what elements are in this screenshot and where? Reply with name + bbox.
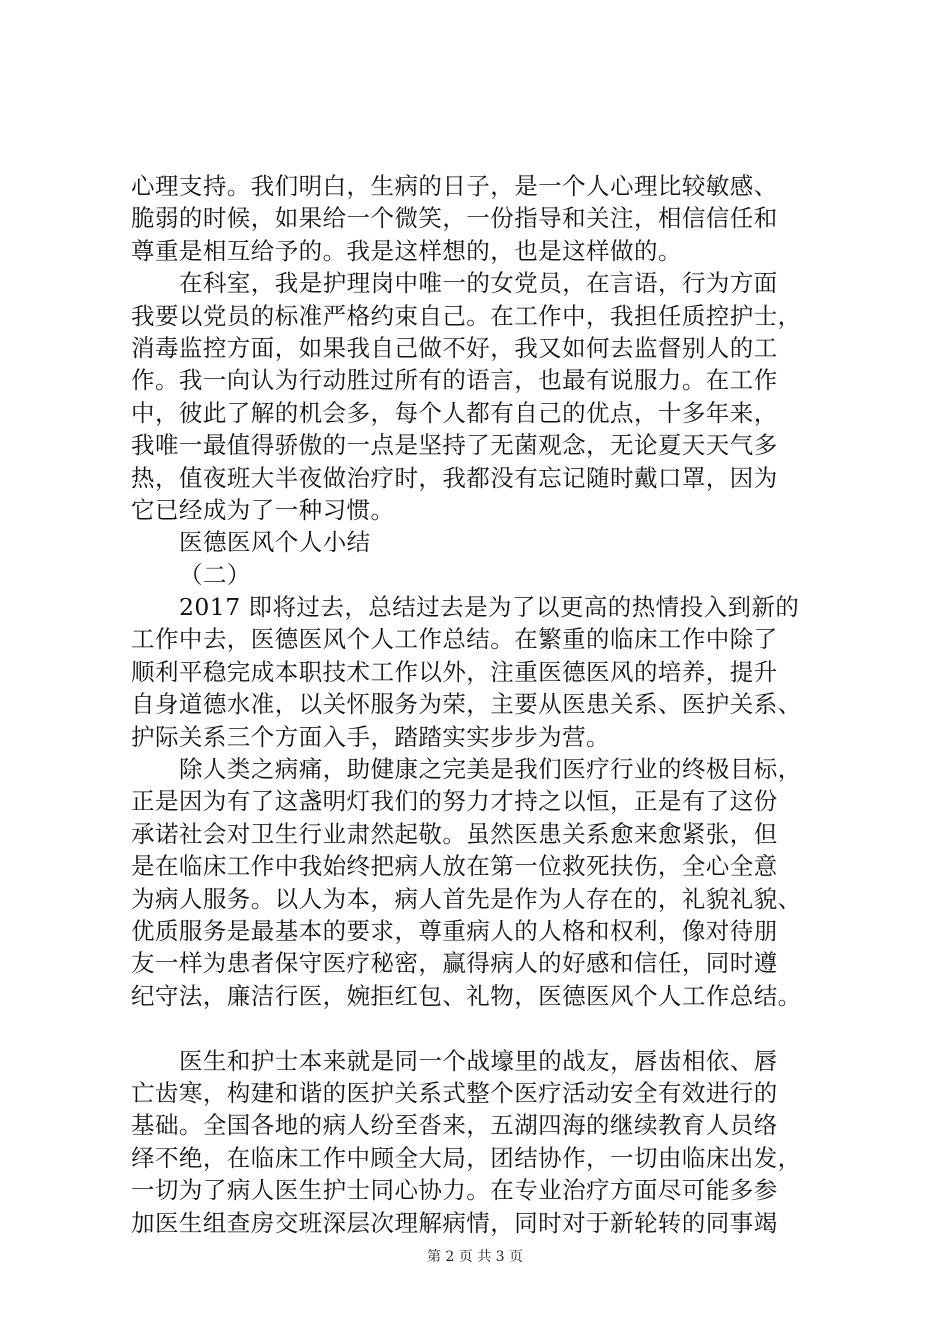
text-line: 尊重是相互给予的。我是这样想的，也是这样做的。 [131, 236, 682, 265]
text-line: 是在临床工作中我始终把病人放在第一位救死扶伤，全心全意 [131, 852, 778, 881]
text-line: 为病人服务。以人为本，病人首先是作为人存在的，礼貌礼貌、 [131, 884, 802, 913]
paragraph-start-line: 2017 即将过去，总结过去是为了以更高的热情投入到新的 [179, 593, 800, 622]
paragraph-start-line: 除人类之病痛，助健康之完美是我们医疗行业的终极目标， [179, 755, 802, 784]
text-line: 一切为了病人医生护士同心协力。在专业治疗方面尽可能多参 [131, 1176, 778, 1205]
text-line: 顺利平稳完成本职技术工作以外，注重医德医风的培养，提升 [131, 657, 778, 686]
text-line: 正是因为有了这盏明灯我们的努力才持之以恒，正是有了这份 [131, 787, 778, 816]
document-body [131, 170, 851, 1239]
text-line: 脆弱的时候，如果给一个微笑，一份指导和关注，相信信任和 [131, 204, 778, 233]
text-line: 它已经成为了一种习惯。 [131, 495, 395, 524]
text-line: 承诺社会对卫生行业肃然起敬。虽然医患关系愈来愈紧张，但 [131, 819, 778, 848]
text-line: 心理支持。我们明白，生病的日子，是一个人心理比较敏感、 [131, 172, 778, 200]
text-line: 护际关系三个方面入手，踏踏实实步步为营。 [131, 722, 610, 751]
text-line: 中，彼此了解的机会多，每个人都有自己的优点，十多年来， [131, 398, 778, 427]
text-line: 我唯一最值得骄傲的一点是坚持了无菌观念，无论夏天天气多 [131, 431, 778, 460]
text-line: 纪守法，廉洁行医，婉拒红包、礼物，医德医风个人工作总结。 [131, 981, 802, 1010]
section-number: （二） [179, 560, 251, 589]
text-line: 加医生组查房交班深层次理解病情，同时对于新轮转的同事竭 [131, 1208, 778, 1237]
text-line: 热，值夜班大半夜做治疗时，我都没有忘记随时戴口罩，因为 [131, 463, 778, 492]
text-line: 基础。全国各地的病人纷至沓来，五湖四海的继续教育人员络 [131, 1111, 778, 1140]
text-line: 作。我一向认为行动胜过所有的语言，也最有说服力。在工作 [131, 366, 778, 395]
blank-line [131, 1012, 851, 1044]
paragraph-start-line: 在科室，我是护理岗中唯一的女党员，在言语，行为方面 [179, 269, 778, 298]
text-line: 绎不绝，在临床工作中顾全大局，团结协作，一切由临床出发， [131, 1143, 802, 1172]
text-line: 工作中去，医德医风个人工作总结。在繁重的临床工作中除了 [131, 625, 778, 654]
text-line: 我要以党员的标准严格约束自己。在工作中，我担任质控护士， [131, 301, 802, 330]
text-line: 自身道德水准，以关怀服务为荣，主要从医患关系、医护关系、 [131, 690, 802, 719]
text-line: 亡齿寒，构建和谐的医护关系式整个医疗活动安全有效进行的 [131, 1078, 778, 1107]
page-number: 第 2 页 共 3 页 [426, 1249, 524, 1265]
section-heading: 医德医风个人小结 [179, 528, 371, 557]
page-footer [0, 1246, 950, 1266]
text-line: 友一样为患者保守医疗秘密，赢得病人的好感和信任，同时遵 [131, 949, 778, 978]
paragraph-start-line: 医生和护士本来就是同一个战壕里的战友，唇齿相依、唇 [179, 1046, 778, 1075]
text-line: 优质服务是最基本的要求，尊重病人的人格和权利，像对待朋 [131, 916, 778, 945]
text-line: 消毒监控方面，如果我自己做不好，我又如何去监督别人的工 [131, 333, 778, 362]
